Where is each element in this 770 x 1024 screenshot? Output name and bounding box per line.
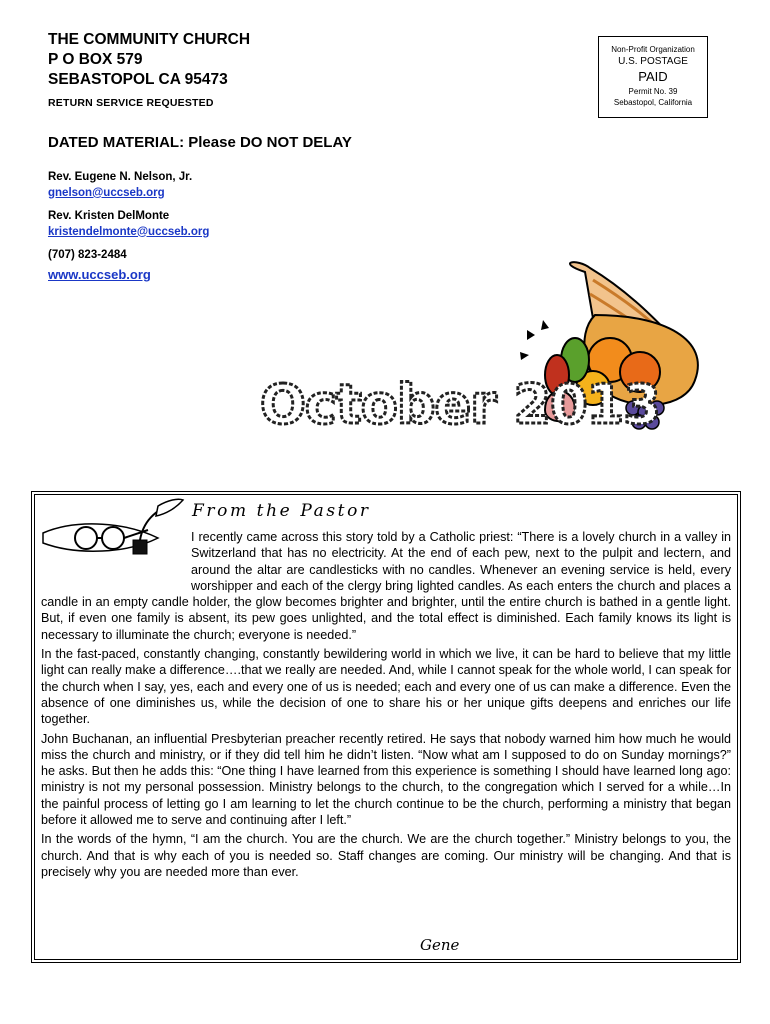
- postage-line-paid: PAID: [638, 69, 668, 84]
- contact-block: [48, 170, 209, 282]
- postage-line-location: Sebastopol, California: [613, 98, 693, 107]
- mailing-address: [48, 30, 250, 90]
- pastor1-email-link[interactable]: gnelson@uccseb.org: [48, 186, 165, 199]
- return-service-notice: RETURN SERVICE REQUESTED: [48, 97, 214, 109]
- postage-line-permit: Permit No. 39: [628, 87, 678, 96]
- month-banner-text: October 2013: [260, 373, 660, 436]
- article-paragraph: In the fast-paced, constantly changing, constantly bewildering world in which we live, it can be hard to believe that my little light can really make a difference….that we really are needed. And, while I cannot speak for the whole world, I can speak for the church when I say, yes, each and every one of us is needed; each and every one of us can make a difference. Even the absence of one diminishes us, while the decision of one to share his or her unique gifts deepens and enriches our life together.: [41, 647, 732, 727]
- article-paragraph: In the words of the hymn, “I am the church. You are the church. We are the church together.” Ministry belongs to you, the church. And that is why each of you is needed so. Staff changes are coming. Our ministry will be changing. And that is precisely why you are needed more than ever.: [41, 832, 731, 879]
- po-box: P O BOX 579: [48, 51, 143, 68]
- article-paragraph-text: I recently came across this story told by a Catholic priest: “There is a lovely church in a valley in Switzerland that has no electricity. At the end of each pew, next to the pulpit and lectern, and around the altar are candlesticks with no candles. Whenever an evening service is held, every worshipper and each of the clergy bring lighted candles. As each enters the church and places a candle in an empty candle holder, the glow becomes brighter and brighter, until the entire church is bathed in a gentle light. But, if even one family is absent, its pew goes unlighted, and the total effect is diminished. Each family knows its light is necessary to illuminate the church; everyone is needed.”: [41, 530, 731, 642]
- article-title: From the Pastor: [192, 501, 371, 521]
- postage-line-us-postage: U.S. POSTAGE: [618, 56, 688, 67]
- pastor2-name: Rev. Kristen DelMonte: [48, 210, 170, 222]
- city-state: SEBASTOPOL CA 95473: [48, 71, 228, 88]
- website-link[interactable]: www.uccseb.org: [48, 266, 151, 282]
- org-name: THE COMMUNITY CHURCH: [48, 31, 251, 48]
- illustration-spacer: [41, 529, 191, 578]
- dated-material-notice: DATED MATERIAL: Please DO NOT DELAY: [48, 134, 352, 151]
- pastor2-email-link[interactable]: kristendelmonte@uccseb.org: [48, 225, 210, 238]
- article-paragraph: [41, 529, 731, 643]
- phone-number: (707) 823-2484: [48, 249, 127, 261]
- article-body: [41, 529, 731, 883]
- article-paragraph: John Buchanan, an influential Presbyterian preacher recently retired. He says that nobody warned him how much he would miss the church and ministry, or if they did tell him he didn’t listen. “Now what am I supposed to do on Sunday mornings?” he asks. But then he adds this: “One thing I have learned from this experience is something I should have learned long ago: ministry is not my personal possession. Ministry belongs to the church, to the congregation which I served for a while…In the painful process of letting go I am learning to let the church continue to be the church, performing a ministry that began before it allowed me to serve and continuing after I left.”: [41, 731, 731, 828]
- signature: Gene: [420, 936, 460, 954]
- month-banner: [255, 365, 660, 440]
- postage-indicia: [598, 36, 708, 118]
- postage-line-nonprofit: Non-Profit Organization: [611, 45, 695, 54]
- pastor1-name: Rev. Eugene N. Nelson, Jr.: [48, 171, 193, 183]
